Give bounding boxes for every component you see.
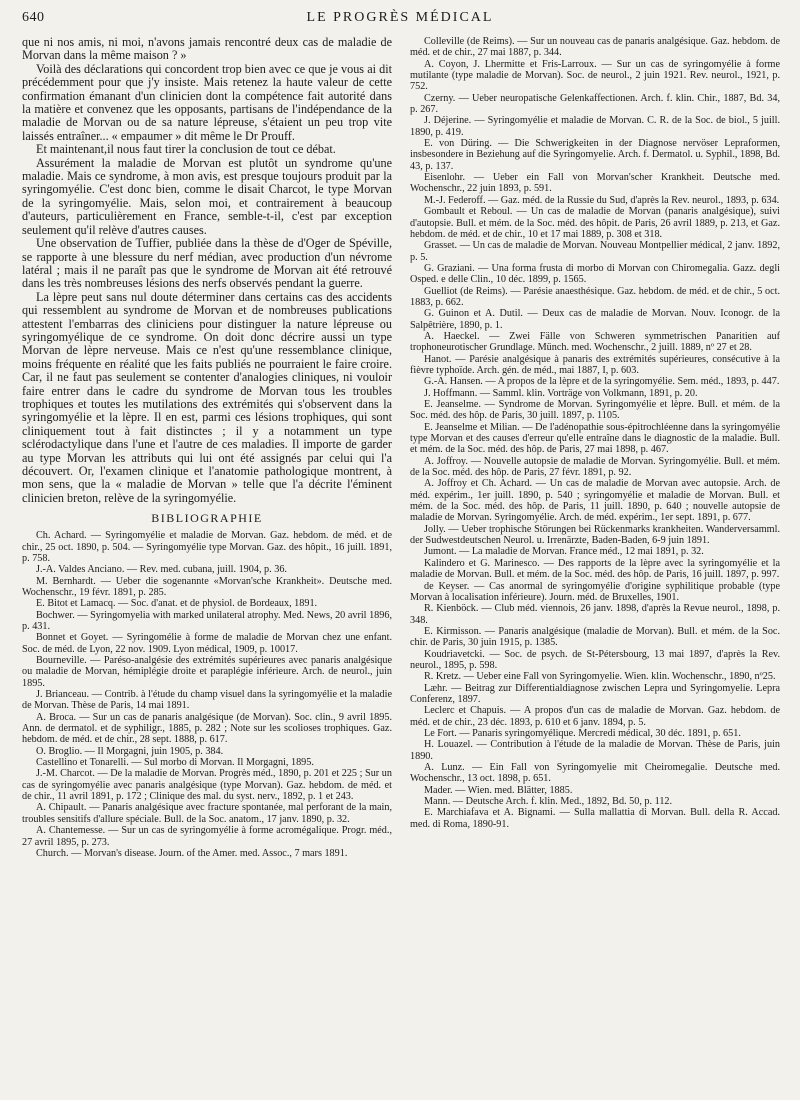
bibliography-entry: O. Broglio. — Il Morgagni, juin 1905, p. 384. (36, 745, 224, 757)
bibliography-entry: J. Brianceau. — Contrib. à l'étude du champ visuel dans la syringomyélie et la maladie de Morvan. Thèse de Paris, 14 mai 1891. (22, 689, 392, 712)
bibliography-entry: R. Kretz. — Ueber eine Fall von Syringomyelie. Wien. klin. Wochenschr., 1890, nº25. (424, 671, 776, 683)
bibliography-entry: Hanot. — Parésie analgésique à panaris des extrémités supérieures, consécutive à la fièvre typhoïde. Arch. gén. de méd., mai 1887, I, p. 603. (410, 353, 780, 376)
body-paragraph: Assurément la maladie de Morvan est plutôt un syndrome qu'une maladie. Mais ce syndrome, à mon avis, est presque toujours produit par la syringomyélie. C'est donc bien, comme le disait Charcot, le type Morvan de la syringomyélie. Mais, selon moi, et contrairement à beaucoup d'auteurs, particulièrement en France, semble-t-il, c'est par exception seulement qu'il relève d'autres causes. (22, 155, 392, 237)
bibliography-entry: Castellino et Tonarelli. — Sul morbo di Morvan. Il Morgagni, 1895. (36, 757, 314, 769)
bibliography-entry: E. Jeanselme. — Syndrome de Morvan. Syringomyélie et lèpre. Bull. et mém. de la Soc. méd. des hôp. de Paris, 30 juill. 1897, p. 1105. (410, 399, 780, 422)
bibliography-entry: Kalindero et G. Marinesco. — Des rapports de la lèpre avec la syringomyélie et la maladie de Morvan. Bull. et mém. de la Soc. méd. des hôp. de Paris, 16 juill. 1897, p. 997. (410, 557, 780, 581)
body-paragraph: que ni nos amis, ni moi, n'avons jamais rencontré deux cas de maladie de Morvan dans la même maison ? » (22, 36, 392, 63)
bibliography-entry: Ch. Achard. — Syringomyélie et maladie de Morvan. Gaz. hebdom. de méd. et de chir., 25 oct. 1890, p. 504. — Syringomyélie type Morvan. Gaz. des hôpit., 16 juill. 1891, p. 758. (22, 530, 392, 564)
bibliography-entry: J. Déjerine. — Syringomyélie et maladie de Morvan. C. R. de la Soc. de biol., 5 juill. 1890, p. 419. (410, 115, 780, 138)
bibliography-entry: Mann. — Deutsche Arch. f. klin. Med., 1892, Bd. 50, p. 112. (424, 796, 673, 808)
bibliography-entry: A. Joffroy. — Nouvelle autopsie de maladie de Morvan. Syringomyélie. Bull. et mém. de la Soc. méd. des hôp. de Paris, 27 févr. 1891, p. 92. (410, 455, 780, 479)
bibliography-entry: Mader. — Wien. med. Blätter, 1885. (424, 784, 573, 796)
bibliography-entry: Church. — Morvan's disease. Journ. of the Amer. med. Assoc., 7 mars 1891. (36, 847, 348, 859)
bibliography-entry: A. Chipault. — Panaris analgésique avec fracture spontanée, mal perforant de la main, troubles sensitifs d'allure spéciale. Bull. de la Soc. anatom., 17 janv. 1890, p. 32. (22, 802, 392, 825)
bibliography-entry: A. Haeckel. — Zwei Fälle von Schweren symmetrischen Panaritien auf trophoneurotischer Grundlage. Münch. med. Wochenschr., 2 juill. 1889, nº 27 et 28. (410, 330, 780, 354)
bibliography-entry: G. Graziani. — Una forma frusta di morbo di Morvan con Chiromegalia. Gazz. degli Osped. e delle Clin., 10 déc. 1899, p. 1565. (410, 262, 780, 286)
bibliography-list (410, 36, 780, 830)
bibliography-entry: Colleville (de Reims). — Sur un nouveau cas de panaris analgésique. Gaz. hebdom. de méd. et de chir., 27 mai 1887, p. 344. (410, 36, 780, 59)
body-paragraph: La lèpre peut sans nul doute déterminer dans certains cas des accidents qui ressemblent au syndrome de Morvan et de nombreuses publications attestent l'embarras des cliniciens pour distinguer la nature lépreuse ou syringomyélique de ce syndrome. On doit donc décrire aussi un type Morvan de lèpre nerveuse. Mais ce n'est qu'une ressemblance clinique, moins fréquente en réalité que les faits publiés ne pourraient le faire croire. Car, il ne faut pas seulement se contenter d'analogies cliniques, ni vouloir faire entrer dans le cadre du syndrome de Morvan tous les troubles trophiques et toutes les mutilations des extrémités qui s'observent dans la syringomyélie et la lèpre. Il en est, parmi ces lésions trophiques, qui sont cliniquement tout à fait distinctes ; il y a notamment un type sclérodactylique dans l'une et l'autre de ces maladies. Il importe de garder au type Morvan les attributs qui lui ont été assignés par celui qui l'a découvert. Or, l'examen clinique et l'anatomie pathologique montrent, à mon sens, que la « maladie de Morvan » telle que l'a décrite l'éminent clinicien breton, relève de la syringomyélie. (22, 289, 392, 505)
bibliography-entry: Bourneville. — Paréso-analgésie des extrémités supérieures avec panaris analgésique ou maladie de Morvan, hémiplégie droite et paraplégie inférieure. Arch. de neurol., juin 1895. (22, 655, 392, 689)
bibliography-entry: H. Louazel. — Contribution à l'étude de la maladie de Morvan. Thèse de Paris, juin 1890. (410, 739, 780, 762)
bibliography-entry: E. Marchiafava et A. Bignami. — Sulla mallattia di Morvan. Bull. della R. Accad. med. di Roma, 1890-91. (410, 807, 780, 830)
bibliography-entry: Koudriavetcki. — Soc. de psych. de St-Pétersbourg, 13 mai 1897, d'après la Rev. neurol., 1895, p. 598. (410, 648, 780, 671)
bibliography-entry: R. Kienböck. — Club méd. viennois, 26 janv. 1898, d'après la Revue neurol., 1898, p. 348. (410, 603, 780, 626)
bibliography-entry: M.-J. Federoff. — Gaz. méd. de la Russie du Sud, d'après la Rev. neurol., 1893, p. 634. (424, 194, 780, 206)
bibliography-entry: Leclerc et Chapuis. — A propos d'un cas de maladie de Morvan. Gaz. hebdom. de méd. et de chir., 23 déc. 1893, p. 610 et 6 janv. 1894, p. 5. (410, 705, 780, 728)
body-paragraph: Et maintenant,il nous faut tirer la conclusion de tout ce débat. (36, 142, 336, 157)
bibliography-entry: A. Broca. — Sur un cas de panaris analgésique (de Morvan). Soc. clin., 9 avril 1895. Ann. de dermatol. et de syphiligr., 1885, p. 282 ; Note sur les scolioses trophiques. Gaz. hebdom. de méd. et de chir., 28 sept. 1888, p. 617. (22, 711, 392, 746)
bibliography-entry: A. Joffroy et Ch. Achard. — Un cas de maladie de Morvan avec autopsie. Arch. de méd. expérim., 1er juill. 1890, p. 540 ; syringomyélie et maladie de Morvan. Bull. et mém. de la Soc. méd. des hôp. de Paris, 11 juill. 1890, p. 640 ; nouvelle autopsie de maladie de Morvan. Syringomyélie. Arch. de méd. expérim., 1er sept. 1891, p. 677. (410, 478, 780, 524)
bibliography-entry: Czerny. — Ueber neuropatische Gelenkaffectionen. Arch. f. klin. Chir., 1887, Bd. 34, p. 267. (410, 92, 780, 116)
bibliography-list (22, 530, 392, 859)
bibliography-entry: Læhr. — Beitrag zur Differentialdiagnose zwischen Lepra und Syringomyelie. Lepra Conferenz, 1897. (410, 682, 780, 705)
bibliography-entry: Guelliot (de Reims). — Parésie anaesthésique. Gaz. hebdom. de méd. et de chir., 5 oct. 1883, p. 662. (410, 285, 780, 308)
bibliography-entry: G.-A. Hansen. — A propos de la lèpre et de la syringomyélie. Sem. méd., 1893, p. 447. (424, 376, 780, 388)
bibliography-entry: Grasset. — Un cas de maladie de Morvan. Nouveau Montpellier médical, 2 janv. 1892, p. 5. (410, 240, 780, 263)
bibliography-entry: Bonnet et Goyet. — Syringomélie à forme de maladie de Morvan chez une enfant. Soc. de méd. de Lyon, 22 nov. 1909. Lyon médical, 1909, p. 10017. (22, 632, 392, 655)
left-column (22, 36, 392, 1092)
journal-title: LE PROGRÈS MÉDICAL (306, 10, 494, 25)
bibliography-entry: Jolly. — Ueber trophische Störungen bei Rückenmarks krankheiten. Wanderversamml. der Sudwestdeutschen Neurol. u. Irrenärzte, Baden-Baden, 6-9 juin 1891. (410, 523, 780, 547)
bibliography-entry: J. Hoffmann. — Samml. klin. Vorträge von Volkmann, 1891, p. 20. (424, 387, 698, 399)
bibliography-entry: M. Bernhardt. — Ueber die sogenannte «Morvan'sche Krankheit». Deutsche med. Wochenschr., 19 févr. 1891, p. 285. (22, 575, 392, 598)
bibliography-entry: Bochwer. — Syringomyelia with marked unilateral atrophy. Med. News, 20 avril 1896, p. 431. (22, 609, 392, 632)
bibliography-entry: de Keyser. — Cas anormal de syringomyélie d'origine syphilitique probable (type Morvan à localisation inférieure). Journ. méd. de Bruxelles, 1901. (410, 580, 780, 603)
bibliography-entry: E. Bitot et Lamacq. — Soc. d'anat. et de physiol. de Bordeaux, 1891. (36, 598, 318, 610)
bibliography-entry: A. Chantemesse. — Sur un cas de syringomyélie à forme acromégalique. Progr. méd., 27 avril 1895, p. 273. (22, 825, 392, 848)
bibliography-entry: Eisenlohr. — Ueber ein Fall von Morvan'scher Krankheit. Deutsche med. Wochenschr., 22 juin 1893, p. 591. (410, 172, 780, 195)
bibliography-title: BIBLIOGRAPHIE (151, 511, 263, 526)
body-paragraph: Voilà des déclarations qui concordent trop bien avec ce que je vous ai dit précédemment pour que j'y insiste. Mais retenez la haute valeur de cette confirmation émanant d'un clinicien dont la compétence fait autorité dans la matière et convenez que les opposants, partisans de l'indépendance de la maladie de Morvan ou de sa nature lépreuse, s'étaient un peu trop vite laissés entraîner... « empaumer » dit même le Dr Prouff. (22, 61, 392, 143)
bibliography-entry: J.-M. Charcot. — De la maladie de Morvan. Progrès méd., 1890, p. 201 et 225 ; Sur un cas de syringomyélie avec panaris analgésique (type Morvan). Gaz. hebdom. de méd. et de chir., 11 avril 1891, p. 172 ; Clinique des mal. du syst. nerv., 1892, p. 1 et 243. (22, 768, 392, 803)
bibliography-entry: A. Lunz. — Ein Fall von Syringomyelie mit Cheiromegalie. Deutsche med. Wochenschr., 13 oct. 1898, p. 651. (410, 762, 780, 785)
right-column (410, 36, 780, 1092)
body-paragraph: Une observation de Tuffier, publiée dans la thèse de d'Oger de Spéville, se rapporte à une blessure du nerf médian, avec production d'un névrome latéral ; mais il ne paraît pas que le syndrome de Morvan ait été retrouvé dans les très nombreuses lésions des nerfs observés pendant la guerre. (22, 236, 392, 291)
page-header (22, 8, 778, 32)
bibliography-entry: E. von Düring. — Die Schwerigkeiten in der Diagnose nervöser Lepraformen, insbesondere in Beziehung auf die Syringomyelie. Arch. f. Dermatol. u. Syphil., 1898, Bd. 43, p. 137. (410, 138, 780, 172)
bibliography-entry: E. Kirmisson. — Panaris analgésique (maladie de Morvan). Bull. et mém. de la Soc. chir. de Paris, 30 juin 1915, p. 1385. (410, 625, 780, 649)
bibliography-entry: Gombault et Reboul. — Un cas de maladie de Morvan (panaris analgésique), suivi d'autopsie. Bull. et mém. de la Soc. méd. des hôpit. de Paris, 26 avril 1889, p. 213, et Gaz. hebdom. de méd. et de chir., 10 et 17 mai 1889, p. 308 et 318. (410, 206, 780, 240)
bibliography-entry: G. Guinon et A. Dutil. — Deux cas de maladie de Morvan. Nouv. Iconogr. de la Salpêtrière, 1890, p. 1. (410, 308, 780, 331)
bibliography-entry: A. Coyon, J. Lhermitte et Fris-Larroux. — Sur un cas de syringomyélie à forme mutilante (type maladie de Morvan). Soc. de neurol., 2 juin 1921. Rev. neurol., 1921, p. 752. (410, 58, 780, 93)
bibliography-entry: E. Jeanselme et Milian. — De l'adénopathie sous-épitrochléenne dans la syringomyélie type Morvan et des causes d'erreur qu'elle entraîne dans le diagnostic de la maladie. Bull. et mém. de la Soc. méd. des hôp. de Paris, 27 mai 1898, p. 467. (410, 421, 780, 456)
page-number: 640 (22, 10, 45, 25)
bibliography-entry: Le Fort. — Panaris syringomyélique. Mercredi médical, 30 déc. 1891, p. 651. (424, 727, 741, 739)
bibliography-entry: Jumont. — La maladie de Morvan. France méd., 12 mai 1891, p. 32. (424, 546, 704, 558)
bibliography-entry: J.-A. Valdes Anciano. — Rev. med. cubana, juill. 1904, p. 36. (36, 564, 287, 576)
